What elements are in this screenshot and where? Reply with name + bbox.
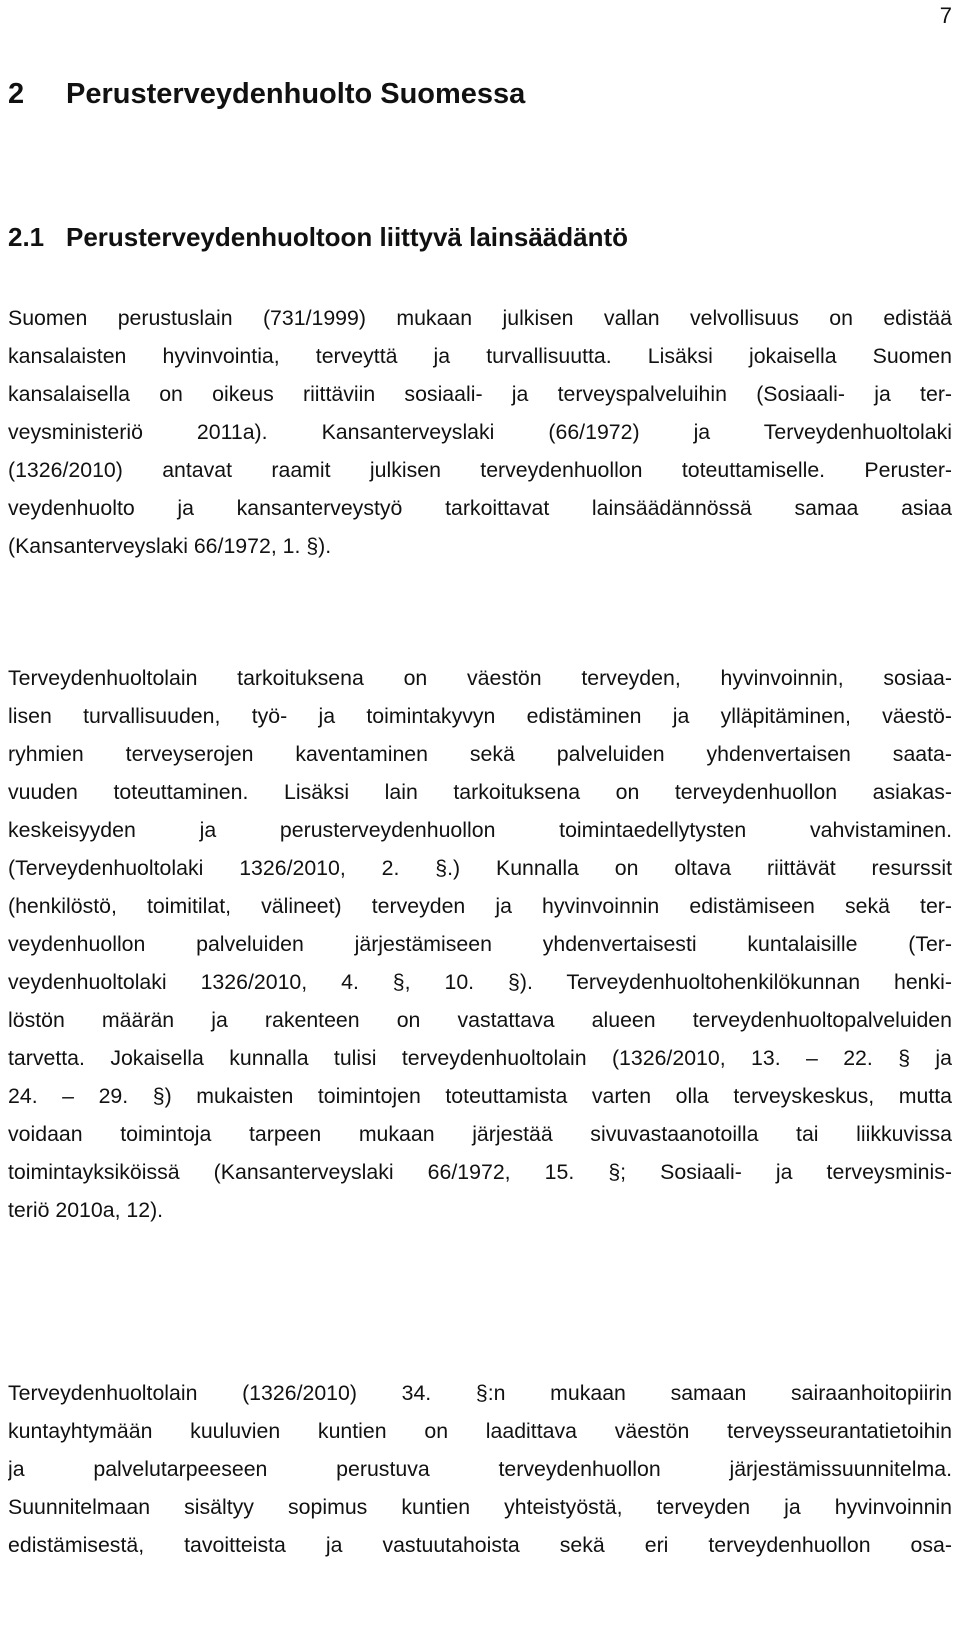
paragraph-line: veydenhuollon palveluiden järjestämiseen yhdenvertaisesti kuntalaisille (Ter- <box>8 932 952 956</box>
paragraph-line: lisen turvallisuuden, työ- ja toimintakyvyn edistäminen ja ylläpitäminen, väestö- <box>8 704 952 728</box>
paragraph-line: ryhmien terveyserojen kaventaminen sekä palveluiden yhdenvertaisen saata- <box>8 742 952 766</box>
paragraph-line: keskeisyyden ja perusterveydenhuollon toimintaedellytysten vahvistaminen. <box>8 818 952 842</box>
section-title: Perusterveydenhuoltoon liittyvä lainsäädäntö <box>66 222 629 252</box>
paragraph-line: löstön määrän ja rakenteen on vastattava alueen terveydenhuoltopalveluiden <box>8 1008 952 1032</box>
paragraph-line: Suunnitelmaan sisältyy sopimus kuntien yhteistyöstä, terveyden ja hyvinvoinnin <box>8 1495 952 1519</box>
chapter-number: 2 <box>8 78 25 110</box>
section-number: 2.1 <box>8 222 45 252</box>
page-number: 7 <box>939 3 952 28</box>
paragraph-1 <box>8 299 952 565</box>
chapter-heading <box>8 78 525 111</box>
paragraph-line: veydenhuolto ja kansanterveystyö tarkoittavat lainsäädännössä samaa asiaa <box>8 496 952 520</box>
paragraph-line: vuuden toteuttaminen. Lisäksi lain tarkoituksena on terveydenhuollon asiakas- <box>8 780 952 804</box>
paragraph-line: kansalaisten hyvinvointia, terveyttä ja turvallisuutta. Lisäksi jokaisella Suomen <box>8 344 952 368</box>
paragraph-line: Terveydenhuoltolain tarkoituksena on väestön terveyden, hyvinvoinnin, sosiaa- <box>8 666 952 690</box>
paragraph-line: (Terveydenhuoltolaki 1326/2010, 2. §.) Kunnalla on oltava riittävät resurssit <box>8 856 952 880</box>
paragraph-2 <box>8 659 952 1229</box>
section-heading <box>8 222 628 253</box>
paragraph-3 <box>8 1374 952 1564</box>
paragraph-line: teriö 2010a, 12). <box>8 1198 164 1222</box>
paragraph-line: (Kansanterveyslaki 66/1972, 1. §). <box>8 534 332 558</box>
paragraph-line: veydenhuoltolaki 1326/2010, 4. §, 10. §). Terveydenhuoltohenkilökunnan henki- <box>8 970 952 994</box>
paragraph-line: tarvetta. Jokaisella kunnalla tulisi terveydenhuoltolain (1326/2010, 13. – 22. § ja <box>8 1046 952 1070</box>
paragraph-line: edistämisestä, tavoitteista ja vastuutahoista sekä eri terveydenhuollon osa- <box>8 1533 952 1557</box>
paragraph-line: kuntayhtymään kuuluvien kuntien on laadittava väestön terveysseurantatietoihin <box>8 1419 952 1443</box>
paragraph-line: Terveydenhuoltolain (1326/2010) 34. §:n mukaan samaan sairaanhoitopiirin <box>8 1381 952 1405</box>
paragraph-line: ja palvelutarpeeseen perustuva terveydenhuollon järjestämissuunnitelma. <box>8 1457 952 1481</box>
paragraph-line: toimintayksiköissä (Kansanterveyslaki 66/1972, 15. §; Sosiaali- ja terveysminis- <box>8 1160 952 1184</box>
paragraph-line: voidaan toimintoja tarpeen mukaan järjestää sivuvastaanotoilla tai liikkuvissa <box>8 1122 952 1146</box>
paragraph-line: 24. – 29. §) mukaisten toimintojen toteuttamista varten olla terveyskeskus, mutta <box>8 1084 952 1108</box>
paragraph-line: (1326/2010) antavat raamit julkisen terveydenhuollon toteuttamiselle. Peruster- <box>8 458 952 482</box>
paragraph-line: kansalaisella on oikeus riittäviin sosiaali- ja terveyspalveluihin (Sosiaali- ja ter- <box>8 382 952 406</box>
paragraph-line: Suomen perustuslain (731/1999) mukaan julkisen vallan velvollisuus on edistää <box>8 306 952 330</box>
chapter-title: Perusterveydenhuolto Suomessa <box>66 78 526 110</box>
paragraph-line: (henkilöstö, toimitilat, välineet) terveyden ja hyvinvoinnin edistämiseen sekä ter- <box>8 894 952 918</box>
paragraph-line: veysministeriö 2011a). Kansanterveyslaki (66/1972) ja Terveydenhuoltolaki <box>8 420 952 444</box>
